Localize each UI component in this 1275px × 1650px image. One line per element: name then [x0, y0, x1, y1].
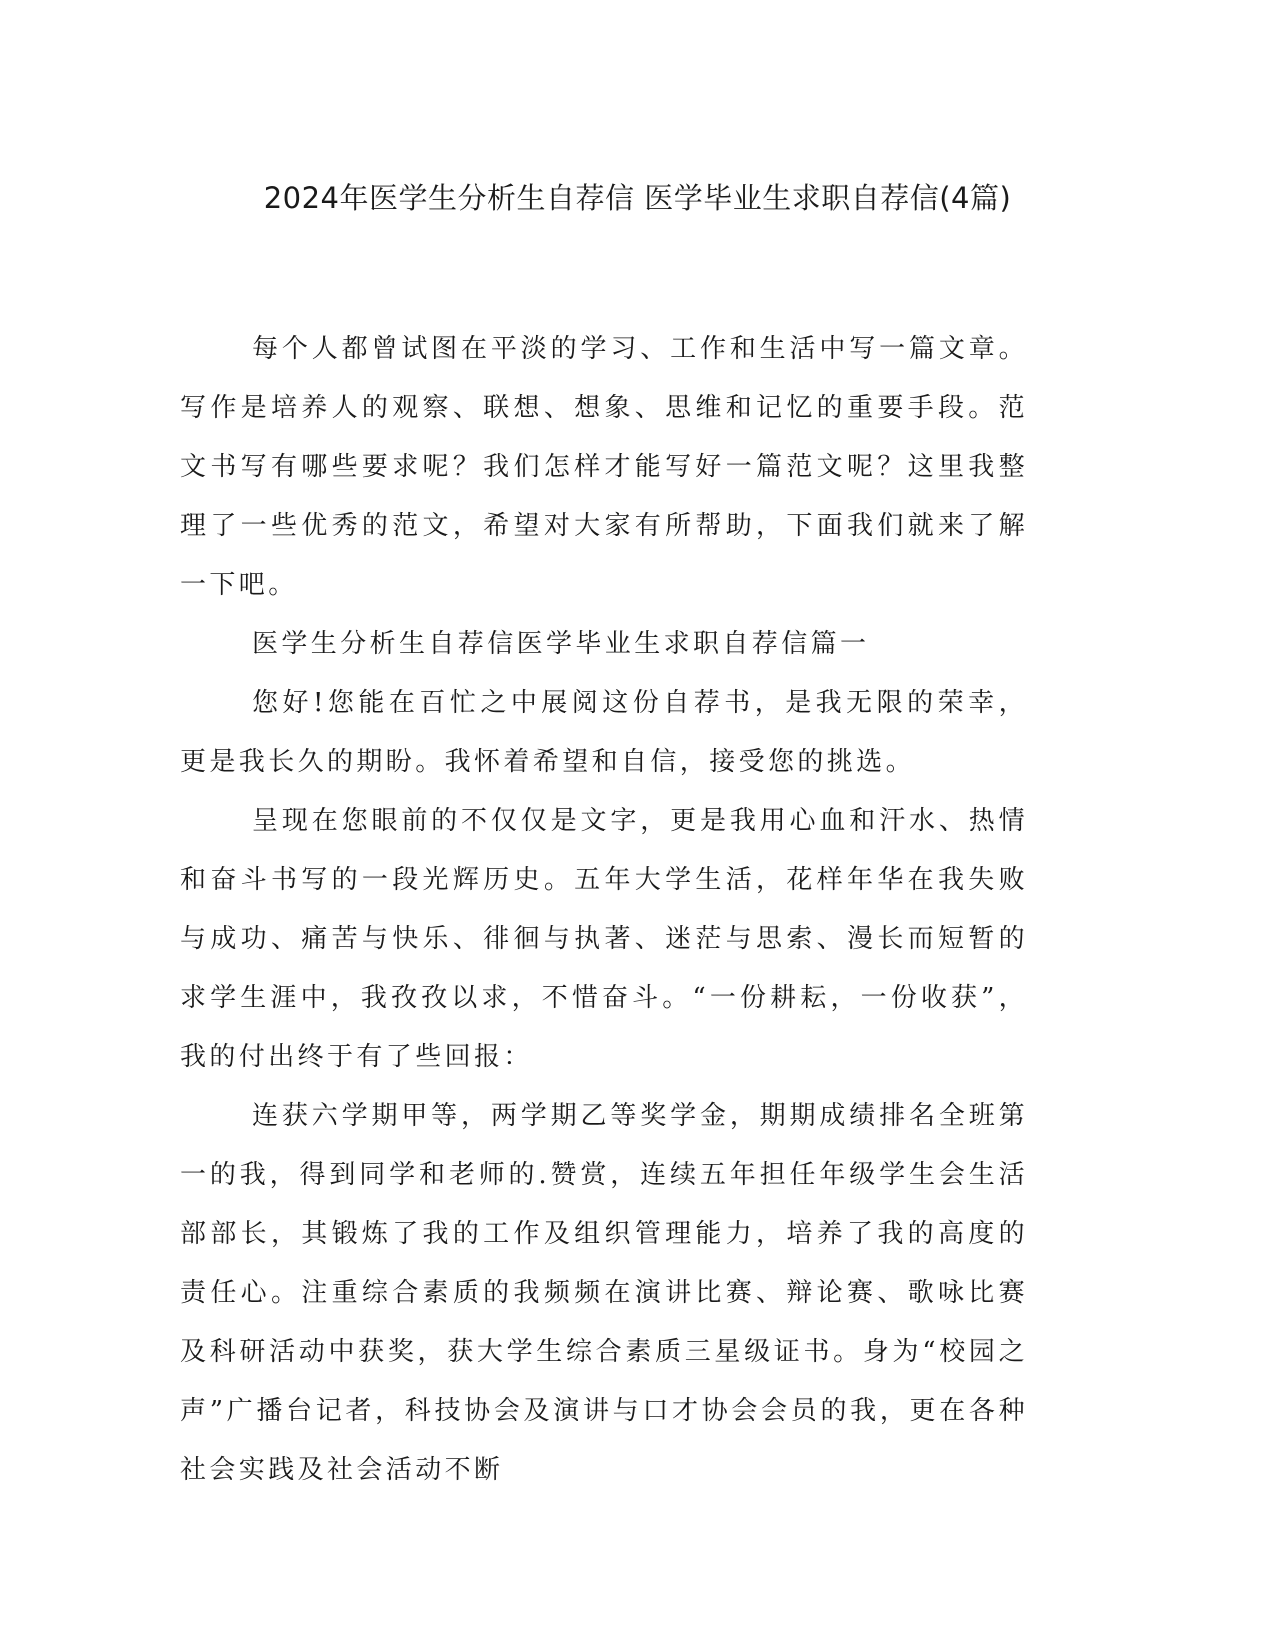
paragraph-greeting: 您好!您能在百忙之中展阅这份自荐书，是我无限的荣幸，更是我长久的期盼。我怀着希望和自信，接受您的挑选。	[180, 688, 1028, 777]
paragraph-achievements: 连获六学期甲等，两学期乙等奖学金，期期成绩排名全班第一的我，得到同学和老师的.赞赏，连续五年担任年级学生会生活部部长，其锻炼了我的工作及组织管理能力，培养了我的高度的责任心。注重综合素质的我频频在演讲比赛、辩论赛、歌咏比赛及科研活动中获奖，获大学生综合素质三星级证书。身为“校园之声”广播台记者，科技协会及演讲与口才协会会员的我，更在各种社会实践及社会活动不断	[180, 1101, 1028, 1485]
document-title: 2024年医学生分析生自荐信 医学毕业生求职自荐信(4篇)	[263, 181, 1012, 215]
paragraph-intro: 每个人都曾试图在平淡的学习、工作和生活中写一篇文章。写作是培养人的观察、联想、想象、思维和记忆的重要手段。范文书写有哪些要求呢？我们怎样才能写好一篇范文呢？这里我整理了一些优秀的范文，希望对大家有所帮助，下面我们就来了解一下吧。	[180, 334, 1028, 600]
section-heading: 医学生分析生自荐信医学毕业生求职自荐信篇一	[252, 629, 870, 659]
document-body	[180, 320, 1028, 1500]
paragraph-history: 呈现在您眼前的不仅仅是文字，更是我用心血和汗水、热情和奋斗书写的一段光辉历史。五年大学生活，花样年华在我失败与成功、痛苦与快乐、徘徊与执著、迷茫与思索、漫长而短暂的求学生涯中，我孜孜以求，不惜奋斗。“一份耕耘，一份收获”，我的付出终于有了些回报：	[180, 806, 1028, 1072]
